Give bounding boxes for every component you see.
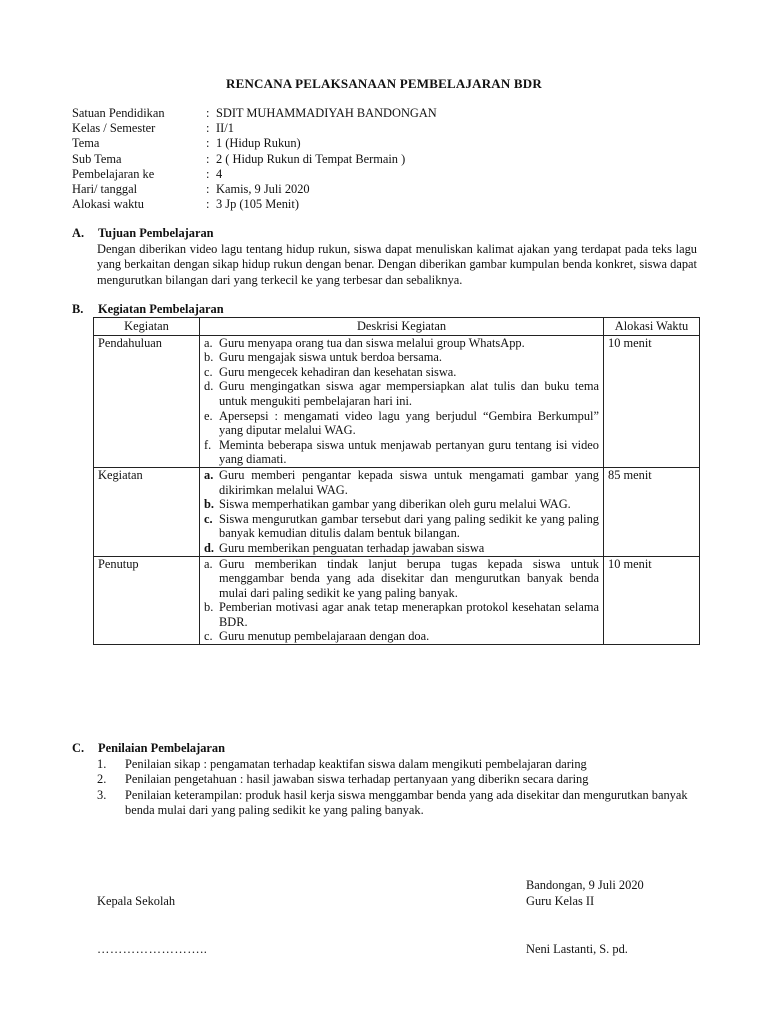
activity-list: [204, 557, 599, 645]
section-heading-c: [72, 741, 225, 756]
identity-value: Kamis, 9 Juli 2020: [216, 181, 310, 196]
identity-label: Alokasi waktu: [72, 197, 144, 212]
identity-value: SDIT MUHAMMADIYAH BANDONGAN: [216, 106, 437, 120]
list-item: [97, 757, 697, 772]
signature-place-date: Bandongan, 9 Juli 2020: [526, 878, 644, 892]
list-item: [204, 379, 599, 408]
list-text: Guru menutup pembelajaraan dengan doa.: [219, 629, 430, 644]
identity-colon: :: [206, 197, 210, 212]
kegiatan-cell: Kegiatan: [94, 467, 200, 556]
list-marker: b.: [204, 600, 214, 615]
list-text: Penilaian sikap : pengamatan terhadap keaktifan siswa dalam mengikuti pembelajaran daring: [125, 757, 587, 771]
signature-left-role: Kepala Sekolah: [97, 894, 176, 908]
list-item: [204, 512, 599, 541]
table-row-penutup: [94, 556, 700, 645]
list-item: [204, 497, 599, 512]
document-title: RENCANA PELAKSANAAN PEMBELAJARAN BDR: [226, 76, 542, 91]
waktu-cell: 10 menit: [604, 556, 700, 645]
section-title: Tujuan Pembelajaran: [98, 226, 214, 240]
table-header-row: [94, 318, 700, 336]
list-marker: c.: [204, 511, 213, 526]
list-number: 1.: [97, 757, 107, 771]
tujuan-paragraph: Dengan diberikan video lagu tentang hidup rukun, siswa dapat menuliskan kalimat ajakan yang terdapat pada teks lagu yang berkaitan dengan sikap hidup rukun dengan benar. Dengan diberikan gambar kumpulan benda konkret, siswa dapat mengurutkan bilangan dari yang terkecil ke yang terbesar dan sebaliknya.: [97, 242, 697, 287]
identity-colon: :: [206, 166, 210, 181]
list-marker: b.: [204, 350, 214, 365]
list-text: Guru menyapa orang tua dan siswa melalui group WhatsApp.: [219, 335, 525, 350]
header-kegiatan: Kegiatan: [94, 318, 200, 336]
activity-list: [204, 468, 599, 556]
list-text: Penilaian keterampilan: produk hasil kerja siswa menggambar benda yang ada disekitar dan mengurutkan banyak benda mulai dari yang paling sedikit ke yang paling banyak.: [125, 787, 688, 818]
list-text: Guru mengingatkan siswa agar mempersiapkan alat tulis dan buku tema untuk mengukiti pembelajaran hari ini.: [219, 379, 599, 408]
identity-value: 1 (Hidup Rukun): [216, 136, 301, 151]
identity-row: [72, 182, 692, 197]
list-marker: f.: [204, 437, 212, 452]
list-marker: e.: [204, 408, 213, 423]
identity-row: [72, 136, 692, 151]
identity-label: Satuan Pendidikan: [72, 106, 165, 120]
section-title: Penilaian Pembelajaran: [98, 741, 225, 755]
identity-colon: :: [206, 151, 210, 166]
list-text: Meminta beberapa siswa untuk menjawab pertanyan guru tentang isi video yang diamati.: [219, 437, 599, 467]
list-marker: a.: [204, 556, 213, 571]
list-number: 3.: [97, 787, 107, 802]
deskripsi-cell: [200, 556, 604, 645]
list-item: [204, 365, 599, 380]
identity-value: 4: [216, 166, 223, 181]
list-item: [204, 600, 599, 629]
identity-row: [72, 121, 692, 136]
list-text: Siswa memperhatikan gambar yang diberikan oleh guru melalui WAG.: [219, 497, 571, 512]
list-text: Pemberian motivasi agar anak tetap menerapkan protokol kesehatan selama BDR.: [219, 600, 599, 629]
section-heading-a: [72, 226, 214, 241]
section-title: Kegiatan Pembelajaran: [98, 302, 224, 316]
list-text: Apersepsi : mengamati video lagu yang berjudul “Gembira Berkumpul” yang diputar melalui WAG.: [219, 408, 599, 438]
list-item: [204, 557, 599, 601]
identity-value: 3 Jp (105 Menit): [216, 197, 299, 212]
identity-row: [72, 106, 692, 121]
signature-right-role: Guru Kelas II: [526, 894, 595, 908]
penilaian-list: [97, 757, 697, 819]
signature-right-name: Neni Lastanti, S. pd.: [526, 942, 628, 956]
list-marker: d.: [204, 540, 214, 555]
list-item: [204, 336, 599, 351]
identity-block: [72, 106, 692, 212]
list-marker: c.: [204, 364, 213, 379]
section-number: C.: [72, 741, 85, 755]
identity-value: 2 ( Hidup Rukun di Tempat Bermain ): [216, 151, 406, 166]
list-text: Siswa mengurutkan gambar tersebut dari yang paling sedikit ke yang paling banyak kemudian ditulis dalam bentuk bilangan.: [219, 511, 599, 541]
header-alokasi: Alokasi Waktu: [604, 318, 700, 336]
list-item: [97, 772, 697, 787]
list-number: 2.: [97, 772, 107, 787]
list-marker: a.: [204, 467, 214, 482]
identity-row: [72, 152, 692, 167]
identity-colon: :: [206, 181, 210, 196]
signature-left-name: ……………………..: [97, 942, 208, 956]
section-number: A.: [72, 226, 85, 240]
identity-colon: :: [206, 106, 210, 120]
list-marker: d.: [204, 379, 214, 394]
list-marker: b.: [204, 497, 214, 512]
header-deskripsi: Deskrisi Kegiatan: [200, 318, 604, 336]
list-text: Guru memberikan tindak lanjut berupa tugas kepada siswa untuk menggambar benda yang ada disekitar dan mengurutkan banyak benda mulai dari paling sedikit ke yang paling banyak.: [219, 556, 599, 600]
identity-label: Pembelajaran ke: [72, 166, 155, 181]
identity-row: [72, 197, 692, 212]
identity-colon: :: [206, 121, 210, 136]
waktu-cell: 85 menit: [604, 467, 700, 556]
list-text: Guru memberi pengantar kepada siswa untuk mengamati gambar yang dikirimkan melalui WAG.: [219, 467, 599, 497]
kegiatan-cell: Pendahuluan: [94, 335, 200, 467]
list-item: [204, 468, 599, 497]
identity-colon: :: [206, 136, 210, 151]
kegiatan-table: [93, 317, 700, 645]
list-marker: a.: [204, 335, 213, 350]
identity-label: Sub Tema: [72, 151, 122, 166]
deskripsi-cell: [200, 467, 604, 556]
identity-label: Kelas / Semester: [72, 121, 156, 136]
deskripsi-cell: [200, 335, 604, 467]
identity-row: [72, 167, 692, 182]
list-text: Guru memberikan penguatan terhadap jawaban siswa: [219, 540, 485, 555]
list-item: [204, 438, 599, 467]
list-text: Guru mengajak siswa untuk berdoa bersama.: [219, 350, 442, 365]
section-number: B.: [72, 302, 84, 316]
list-marker: c.: [204, 629, 213, 644]
list-item: [204, 629, 599, 644]
table-row-pendahuluan: [94, 335, 700, 467]
identity-value: II/1: [216, 121, 234, 136]
identity-label: Hari/ tanggal: [72, 181, 138, 196]
list-item: [204, 409, 599, 438]
list-item: [204, 541, 599, 556]
list-item: [204, 350, 599, 365]
activity-list: [204, 336, 599, 467]
list-item: [97, 788, 697, 819]
list-text: Guru mengecek kehadiran dan kesehatan siswa.: [219, 364, 457, 379]
list-text: Penilaian pengetahuan : hasil jawaban siswa terhadap pertanyaan yang diberikn secara daring: [125, 772, 589, 787]
section-heading-b: [72, 302, 224, 317]
identity-label: Tema: [72, 136, 100, 151]
table-row-kegiatan: [94, 467, 700, 556]
waktu-cell: 10 menit: [604, 335, 700, 467]
kegiatan-cell: Penutup: [94, 556, 200, 645]
